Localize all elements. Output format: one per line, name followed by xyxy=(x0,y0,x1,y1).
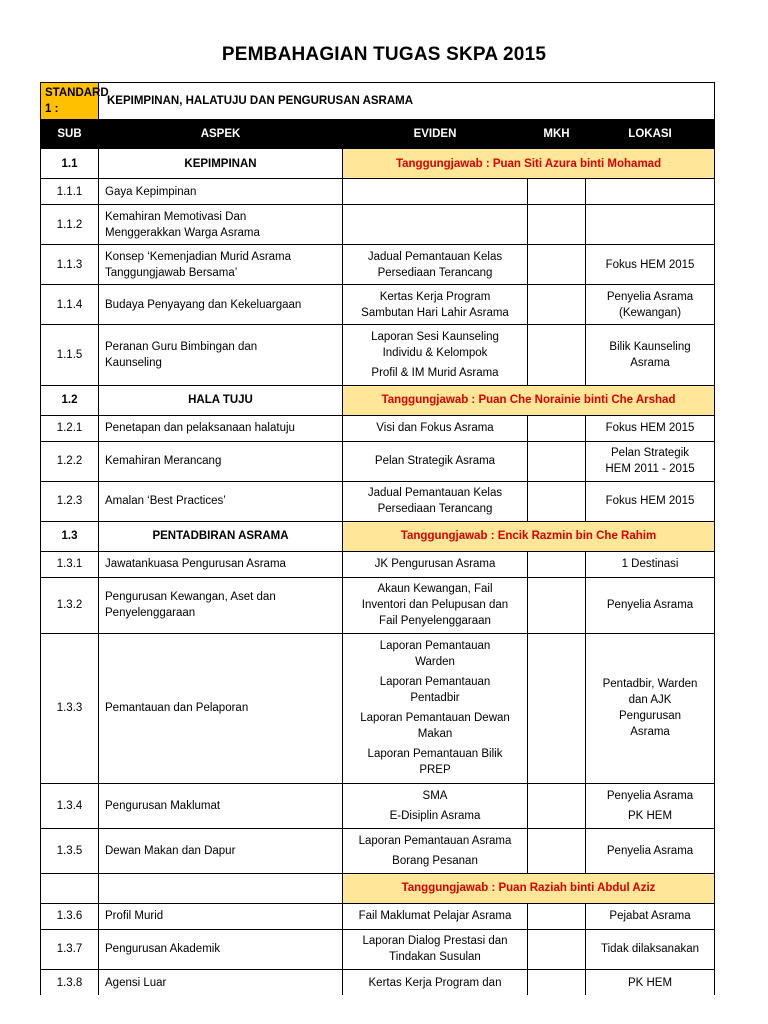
lokasi-cell-line: Pengurusan xyxy=(619,710,682,723)
lokasi-cell-line: Fokus HEM 2015 xyxy=(605,495,695,508)
section-title: PENTADBIRAN ASRAMA xyxy=(99,521,343,551)
lokasi-cell xyxy=(586,828,715,873)
mkh-cell xyxy=(528,481,586,521)
table-row xyxy=(41,577,715,633)
eviden-cell-line: JK Pengurusan Asrama xyxy=(374,558,496,571)
aspek-cell xyxy=(99,285,343,325)
aspek-cell-line: Penyelenggaraan xyxy=(105,607,196,620)
header-aspek: ASPEK xyxy=(99,120,343,149)
eviden-cell xyxy=(343,285,528,325)
section-row xyxy=(41,873,715,903)
row-number: 1.3.6 xyxy=(41,903,99,929)
eviden-cell-line: Pentadbir xyxy=(410,692,460,705)
eviden-cell xyxy=(343,784,528,829)
table-row xyxy=(41,285,715,325)
duty-table xyxy=(40,82,715,995)
section-row xyxy=(41,149,715,179)
mkh-cell xyxy=(528,929,586,969)
lokasi-cell-line: 1 Destinasi xyxy=(621,558,679,571)
eviden-cell-line: Jadual Pemantauan Kelas xyxy=(367,487,503,500)
aspek-cell-line: Agensi Luar xyxy=(105,976,167,989)
row-number: 1.3.1 xyxy=(41,551,99,577)
eviden-cell xyxy=(343,969,528,995)
lokasi-cell-line: Bilik Kaunseling xyxy=(609,340,691,353)
table-row xyxy=(41,441,715,481)
lokasi-cell-line: Tidak dilaksanakan xyxy=(601,943,700,956)
eviden-cell-line: Warden xyxy=(415,656,455,669)
eviden-cell-line: Kertas Kerja Program xyxy=(379,290,491,303)
lokasi-cell-line: Fokus HEM 2015 xyxy=(605,258,695,271)
responsibility-label: Tanggungjawab : Puan Raziah binti Abdul Aziz xyxy=(343,873,715,903)
aspek-cell xyxy=(99,577,343,633)
lokasi-cell-line: Fokus HEM 2015 xyxy=(605,422,695,435)
mkh-cell xyxy=(528,784,586,829)
lokasi-cell xyxy=(586,325,715,386)
responsibility-label: Tanggungjawab : Puan Siti Azura binti Mohamad xyxy=(343,149,715,179)
mkh-cell xyxy=(528,285,586,325)
table-row xyxy=(41,179,715,205)
lokasi-cell xyxy=(586,441,715,481)
lokasi-cell-line: HEM 2011 - 2015 xyxy=(605,463,695,476)
eviden-cell xyxy=(343,205,528,245)
row-number: 1.1.3 xyxy=(41,245,99,285)
section-title xyxy=(99,873,343,903)
aspek-cell-line: Kemahiran Merancang xyxy=(105,455,222,468)
header-mkh: MKH xyxy=(528,120,586,149)
eviden-cell-line: PREP xyxy=(419,764,451,777)
responsibility-label: Tanggungjawab : Puan Che Norainie binti Che Arshad xyxy=(343,385,715,415)
aspek-cell xyxy=(99,415,343,441)
aspek-cell xyxy=(99,205,343,245)
aspek-cell-line: Dewan Makan dan Dapur xyxy=(105,844,236,857)
row-number: 1.3.4 xyxy=(41,784,99,829)
aspek-cell-line: Gaya Kepimpinan xyxy=(105,185,197,198)
aspek-cell-line: Jawatankuasa Pengurusan Asrama xyxy=(105,558,286,571)
aspek-cell xyxy=(99,441,343,481)
lokasi-cell-line: PK HEM xyxy=(627,810,673,823)
aspek-cell xyxy=(99,325,343,386)
page-title: PEMBAHAGIAN TUGAS SKPA 2015 xyxy=(221,44,547,65)
table-row xyxy=(41,325,715,386)
lokasi-cell xyxy=(586,551,715,577)
table-row xyxy=(41,828,715,873)
table-row xyxy=(41,415,715,441)
eviden-cell-line: Akaun Kewangan, Fail xyxy=(377,583,493,596)
aspek-cell-line: Tanggungjawab Bersama’ xyxy=(105,266,238,279)
eviden-cell-line: Visi dan Fokus Asrama xyxy=(376,422,494,435)
eviden-cell-line: Tindakan Susulan xyxy=(389,951,481,964)
aspek-cell-line: Kemahiran Memotivasi Dan xyxy=(105,210,247,223)
lokasi-cell-line: Pentadbir, Warden xyxy=(602,678,698,691)
aspek-cell-line: Pemantauan dan Pelaporan xyxy=(105,702,249,715)
section-number: 1.1 xyxy=(41,149,99,179)
eviden-cell-line: Borang Pesanan xyxy=(392,854,478,867)
eviden-cell-line: E-Disiplin Asrama xyxy=(389,810,481,823)
aspek-cell-line: Budaya Penyayang dan Kekeluargaan xyxy=(105,298,302,311)
aspek-cell xyxy=(99,828,343,873)
lokasi-cell-line: dan AJK xyxy=(628,694,672,707)
eviden-cell-line: Laporan Pemantauan Bilik xyxy=(367,748,503,761)
lokasi-cell xyxy=(586,929,715,969)
aspek-cell-line: Penetapan dan pelaksanaan halatuju xyxy=(105,422,295,435)
mkh-cell xyxy=(528,577,586,633)
mkh-cell xyxy=(528,205,586,245)
lokasi-cell-line: Penyelia Asrama xyxy=(606,599,694,612)
eviden-cell xyxy=(343,828,528,873)
row-number: 1.2.1 xyxy=(41,415,99,441)
lokasi-cell-line: Asrama xyxy=(630,726,670,739)
eviden-cell-line: Sambutan Hari Lahir Asrama xyxy=(361,306,509,319)
lokasi-cell-line: PK HEM xyxy=(627,976,673,989)
eviden-cell-line: Profil & IM Murid Asrama xyxy=(371,366,499,379)
lokasi-cell xyxy=(586,205,715,245)
mkh-cell xyxy=(528,551,586,577)
mkh-cell xyxy=(528,828,586,873)
table-row xyxy=(41,903,715,929)
row-number: 1.1.4 xyxy=(41,285,99,325)
eviden-cell-line: Persediaan Terancang xyxy=(377,503,493,516)
aspek-cell-line: Menggerakkan Warga Asrama xyxy=(105,226,260,239)
aspek-cell-line: Pengurusan Akademik xyxy=(105,943,221,956)
aspek-cell xyxy=(99,903,343,929)
eviden-cell-line: Makan xyxy=(417,728,453,741)
mkh-cell xyxy=(528,633,586,783)
header-sub: SUB xyxy=(41,120,99,149)
header-lokasi: LOKASI xyxy=(586,120,715,149)
row-number: 1.1.5 xyxy=(41,325,99,386)
lokasi-cell-line: Penyelia Asrama xyxy=(606,790,694,803)
mkh-cell xyxy=(528,245,586,285)
section-row xyxy=(41,385,715,415)
eviden-cell-line: Inventori dan Pelupusan dan xyxy=(361,599,509,612)
section-row xyxy=(41,521,715,551)
section-title: HALA TUJU xyxy=(99,385,343,415)
aspek-cell-line: Peranan Guru Bimbingan dan xyxy=(105,340,258,353)
row-number: 1.2.3 xyxy=(41,481,99,521)
lokasi-cell xyxy=(586,481,715,521)
row-number: 1.3.3 xyxy=(41,633,99,783)
eviden-cell-line: Laporan Pemantauan Dewan xyxy=(360,712,510,725)
aspek-cell-line: Kaunseling xyxy=(105,356,162,369)
eviden-cell xyxy=(343,245,528,285)
standard-text: KEPIMPINAN, HALATUJU DAN PENGURUSAN ASRAMA xyxy=(99,83,715,120)
eviden-cell xyxy=(343,415,528,441)
lokasi-cell-line: Penyelia Asrama xyxy=(606,844,694,857)
lokasi-cell-line: (Kewangan) xyxy=(619,306,682,319)
eviden-cell-line: Persediaan Terancang xyxy=(377,266,493,279)
lokasi-cell-line: Asrama xyxy=(630,356,670,369)
table-row xyxy=(41,969,715,995)
eviden-cell xyxy=(343,633,528,783)
row-number: 1.3.8 xyxy=(41,969,99,995)
table-row xyxy=(41,481,715,521)
mkh-cell xyxy=(528,415,586,441)
row-number: 1.1.2 xyxy=(41,205,99,245)
table-row xyxy=(41,551,715,577)
lokasi-cell xyxy=(586,285,715,325)
aspek-cell xyxy=(99,929,343,969)
eviden-cell xyxy=(343,577,528,633)
eviden-cell-line: Laporan Sesi Kaunseling xyxy=(371,330,499,343)
mkh-cell xyxy=(528,903,586,929)
section-number: 1.3 xyxy=(41,521,99,551)
lokasi-cell xyxy=(586,903,715,929)
eviden-cell xyxy=(343,441,528,481)
mkh-cell xyxy=(528,969,586,995)
eviden-cell-line: Laporan Pemantauan xyxy=(379,676,491,689)
responsibility-label: Tanggungjawab : Encik Razmin bin Che Rahim xyxy=(343,521,715,551)
eviden-cell xyxy=(343,481,528,521)
table-row xyxy=(41,205,715,245)
row-number: 1.1.1 xyxy=(41,179,99,205)
aspek-cell-line: Pengurusan Kewangan, Aset dan xyxy=(105,591,276,604)
eviden-cell-line: Fail Penyelenggaraan xyxy=(379,615,491,628)
table-row xyxy=(41,245,715,285)
aspek-cell xyxy=(99,481,343,521)
mkh-cell xyxy=(528,325,586,386)
eviden-cell-line: Laporan Pemantauan Asrama xyxy=(358,834,512,847)
table-row xyxy=(41,633,715,783)
eviden-cell-line: SMA xyxy=(422,790,448,803)
aspek-cell-line: Profil Murid xyxy=(105,910,164,923)
aspek-cell xyxy=(99,969,343,995)
lokasi-cell xyxy=(586,245,715,285)
row-number: 1.3.7 xyxy=(41,929,99,969)
aspek-cell-line: Pengurusan Maklumat xyxy=(105,800,221,813)
table-row xyxy=(41,929,715,969)
table-row xyxy=(41,784,715,829)
lokasi-cell xyxy=(586,415,715,441)
eviden-cell xyxy=(343,325,528,386)
aspek-cell xyxy=(99,784,343,829)
lokasi-cell-line: Penyelia Asrama xyxy=(606,290,694,303)
lokasi-cell-line: Pelan Strategik xyxy=(611,447,690,460)
aspek-cell-line: Amalan ‘Best Practices’ xyxy=(105,495,226,508)
eviden-cell-line: Pelan Strategik Asrama xyxy=(374,455,496,468)
eviden-cell xyxy=(343,551,528,577)
eviden-cell-line: Laporan Pemantauan xyxy=(379,640,491,653)
aspek-cell xyxy=(99,179,343,205)
section-title: KEPIMPINAN xyxy=(99,149,343,179)
mkh-cell xyxy=(528,441,586,481)
eviden-cell-line: Individu & Kelompok xyxy=(382,346,488,359)
aspek-cell xyxy=(99,551,343,577)
section-number xyxy=(41,873,99,903)
aspek-cell-line: Konsep ‘Kemenjadian Murid Asrama xyxy=(105,250,292,263)
row-number: 1.3.5 xyxy=(41,828,99,873)
header-row xyxy=(41,120,715,149)
header-eviden: EVIDEN xyxy=(343,120,528,149)
lokasi-cell xyxy=(586,784,715,829)
eviden-cell-line: Fail Maklumat Pelajar Asrama xyxy=(358,910,512,923)
lokasi-cell xyxy=(586,179,715,205)
aspek-cell xyxy=(99,633,343,783)
eviden-cell-line: Laporan Dialog Prestasi dan xyxy=(362,935,508,948)
standard-row xyxy=(41,83,715,120)
standard-label: STANDARD 1 : xyxy=(41,83,99,120)
row-number: 1.3.2 xyxy=(41,577,99,633)
eviden-cell-line: Jadual Pemantauan Kelas xyxy=(367,250,503,263)
lokasi-cell xyxy=(586,577,715,633)
lokasi-cell xyxy=(586,633,715,783)
eviden-cell-line: Kertas Kerja Program dan xyxy=(368,976,502,989)
lokasi-cell-line: Pejabat Asrama xyxy=(609,910,691,923)
eviden-cell xyxy=(343,903,528,929)
eviden-cell xyxy=(343,179,528,205)
section-number: 1.2 xyxy=(41,385,99,415)
eviden-cell xyxy=(343,929,528,969)
lokasi-cell xyxy=(586,969,715,995)
mkh-cell xyxy=(528,179,586,205)
aspek-cell xyxy=(99,245,343,285)
row-number: 1.2.2 xyxy=(41,441,99,481)
